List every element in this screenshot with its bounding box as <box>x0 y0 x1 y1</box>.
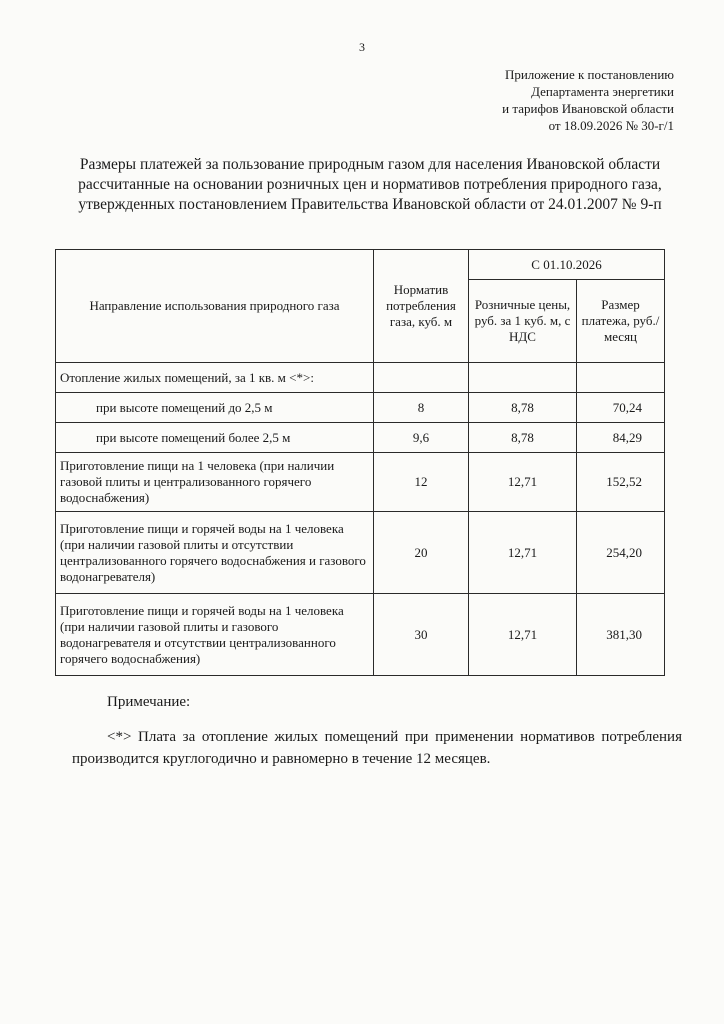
header-payment: Размер платежа, руб./месяц <box>577 280 665 363</box>
appendix-line: Приложение к постановлению <box>504 67 674 82</box>
table-row <box>56 512 665 594</box>
row-direction: Приготовление пищи на 1 человека (при наличии газовой плиты и централизованного горячего водоснабжения) <box>56 453 374 512</box>
table-section-row <box>56 363 665 393</box>
section-heating-label: Отопление жилых помещений, за 1 кв. м <*>: <box>56 363 374 393</box>
row-payment: 84,29 <box>577 423 665 453</box>
table-row <box>56 453 665 512</box>
row-price: 8,78 <box>469 393 577 423</box>
header-norm: Норматив потребления газа, куб. м <box>374 250 469 363</box>
row-payment: 70,24 <box>577 393 665 423</box>
row-norm: 8 <box>374 393 469 423</box>
row-direction: при высоте помещений до 2,5 м <box>56 393 374 423</box>
row-norm: 9,6 <box>374 423 469 453</box>
appendix-line: Департамента энергетики <box>531 84 674 99</box>
document-title: Размеры платежей за пользование природным газом для населения Ивановской области рассчитанные на основании розничных цен и нормативов потребления природного газа, утвержденных постановлением Правительства Ивановской области от 24.01.2007 № 9-п <box>78 156 662 213</box>
header-price: Розничные цены, руб. за 1 куб. м, с НДС <box>469 280 577 363</box>
page-number: 3 <box>359 40 365 54</box>
row-direction: при высоте помещений более 2,5 м <box>56 423 374 453</box>
row-direction: Приготовление пищи и горячей воды на 1 человека (при наличии газовой плиты и отсутствии централизованного горячего водоснабжения и газового водонагревателя) <box>56 512 374 594</box>
row-norm: 20 <box>374 512 469 594</box>
row-payment: 254,20 <box>577 512 665 594</box>
row-norm: 30 <box>374 594 469 676</box>
appendix-line: и тарифов Ивановской области <box>502 101 674 116</box>
row-payment: 381,30 <box>577 594 665 676</box>
row-price: 12,71 <box>469 512 577 594</box>
row-price: 12,71 <box>469 453 577 512</box>
table-header-row <box>56 250 665 280</box>
header-period: С 01.10.2026 <box>469 250 665 280</box>
row-price: 8,78 <box>469 423 577 453</box>
appendix-reference <box>502 66 674 134</box>
note-title: Примечание: <box>107 694 191 710</box>
row-price: 12,71 <box>469 594 577 676</box>
header-direction: Направление использования природного газа <box>56 250 374 363</box>
note-text: <*> Плата за отопление жилых помещений при применении нормативов потребления производится круглогодично и равномерно в течение 12 месяцев. <box>72 729 682 767</box>
table-row <box>56 423 665 453</box>
row-payment: 152,52 <box>577 453 665 512</box>
table-row <box>56 393 665 423</box>
payments-table <box>55 249 665 676</box>
row-norm: 12 <box>374 453 469 512</box>
row-direction: Приготовление пищи и горячей воды на 1 человека (при наличии газовой плиты и газового водонагревателя и отсутствии централизованного горячего водоснабжения) <box>56 594 374 676</box>
appendix-line: от 18.09.2026 № 30-г/1 <box>548 118 674 133</box>
table-row <box>56 594 665 676</box>
